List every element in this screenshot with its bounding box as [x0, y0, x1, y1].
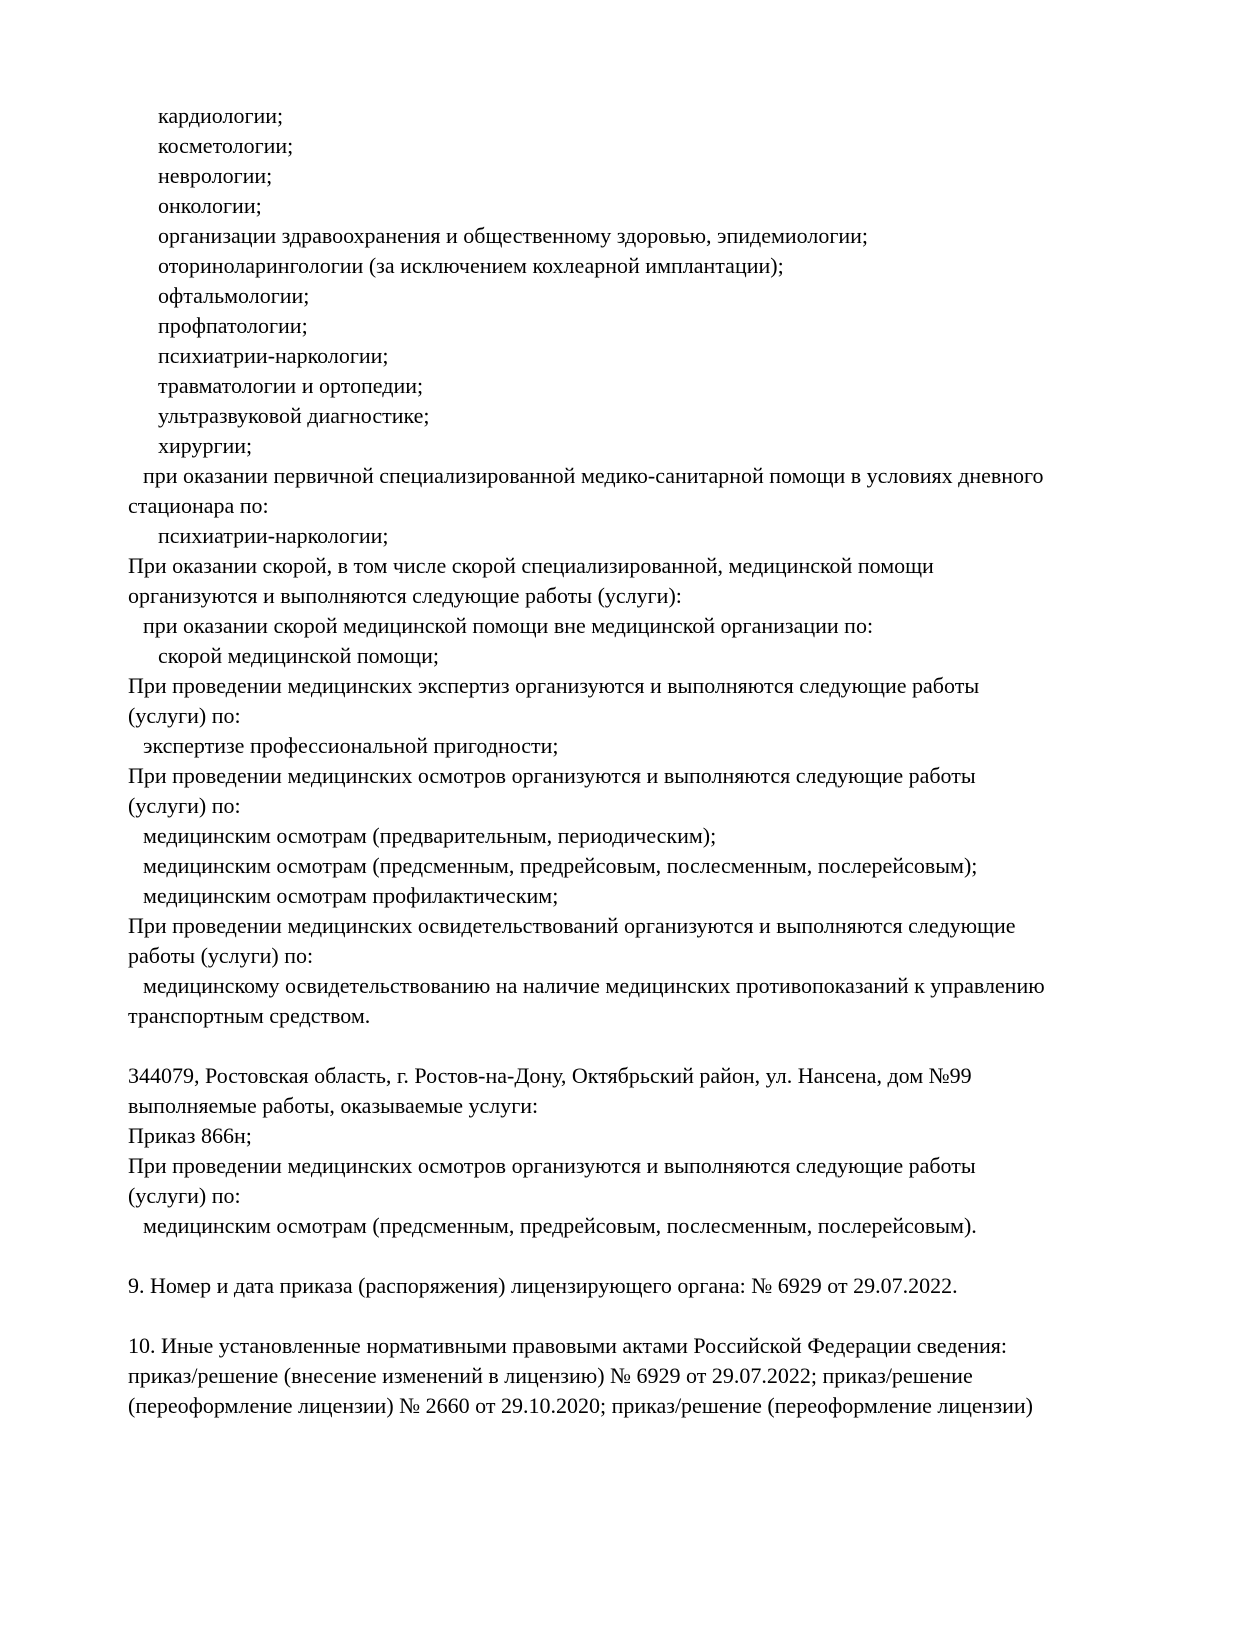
- text-line: приказ/решение (внесение изменений в лицензию) № 6929 от 29.07.2022; приказ/решение: [128, 1363, 973, 1388]
- text-line: психиатрии-наркологии;: [158, 523, 389, 548]
- text-line: выполняемые работы, оказываемые услуги:: [128, 1093, 539, 1118]
- text-line: офтальмологии;: [158, 283, 310, 308]
- text-line: При проведении медицинских освидетельствований организуются и выполняются следующие: [128, 913, 1016, 938]
- text-line: скорой медицинской помощи;: [158, 643, 440, 668]
- text-line: медицинскому освидетельствованию на наличие медицинских противопоказаний к управлению: [143, 973, 1045, 998]
- document-content: [128, 101, 1148, 1421]
- text-line: 10. Иные установленные нормативными правовыми актами Российской Федерации сведения:: [128, 1333, 1007, 1358]
- text-line: стационара по:: [128, 493, 269, 518]
- text-line: организуются и выполняются следующие работы (услуги):: [128, 583, 682, 608]
- text-line: 9. Номер и дата приказа (распоряжения) лицензирующего органа: № 6929 от 29.07.2022.: [128, 1273, 958, 1298]
- text-line: кардиологии;: [158, 103, 284, 128]
- text-line: (услуги) по:: [128, 793, 241, 818]
- text-line: При проведении медицинских экспертиз организуются и выполняются следующие работы: [128, 673, 980, 698]
- text-line: транспортным средством.: [128, 1003, 371, 1028]
- text-line: При оказании скорой, в том числе скорой специализированной, медицинской помощи: [128, 553, 934, 578]
- text-line: (переоформление лицензии) № 2660 от 29.10.2020; приказ/решение (переоформление лицензии): [128, 1393, 1033, 1418]
- text-line: медицинским осмотрам профилактическим;: [143, 883, 559, 908]
- blank-line: [128, 1031, 1148, 1061]
- text-line: При проведении медицинских осмотров организуются и выполняются следующие работы: [128, 1153, 976, 1178]
- text-line: организации здравоохранения и общественному здоровью, эпидемиологии;: [158, 223, 869, 248]
- text-line: ультразвуковой диагностике;: [158, 403, 430, 428]
- text-line: психиатрии-наркологии;: [158, 343, 389, 368]
- text-line: профпатологии;: [158, 313, 308, 338]
- text-line: (услуги) по:: [128, 703, 241, 728]
- text-line: онкологии;: [158, 193, 262, 218]
- text-line: оториноларингологии (за исключением кохлеарной имплантации);: [158, 253, 784, 278]
- text-line: неврологии;: [158, 163, 273, 188]
- text-line: медицинским осмотрам (предсменным, предрейсовым, послесменным, послерейсовым);: [143, 853, 978, 878]
- text-line: при оказании первичной специализированной медико-санитарной помощи в условиях дневного: [143, 463, 1044, 488]
- text-line: экспертизе профессиональной пригодности;: [143, 733, 559, 758]
- text-line: хирургии;: [158, 433, 253, 458]
- text-line: при оказании скорой медицинской помощи вне медицинской организации по:: [143, 613, 874, 638]
- text-line: 344079, Ростовская область, г. Ростов-на-Дону, Октябрьский район, ул. Нансена, дом №99: [128, 1063, 972, 1088]
- text-line: При проведении медицинских осмотров организуются и выполняются следующие работы: [128, 763, 976, 788]
- blank-line: [128, 1301, 1148, 1331]
- text-line: Приказ 866н;: [128, 1123, 252, 1148]
- text-line: (услуги) по:: [128, 1183, 241, 1208]
- text-line: медицинским осмотрам (предварительным, периодическим);: [143, 823, 717, 848]
- text-line: работы (услуги) по:: [128, 943, 314, 968]
- text-line: медицинским осмотрам (предсменным, предрейсовым, послесменным, послерейсовым).: [143, 1213, 977, 1238]
- text-line: косметологии;: [158, 133, 294, 158]
- text-line: травматологии и ортопедии;: [158, 373, 424, 398]
- blank-line: [128, 1241, 1148, 1271]
